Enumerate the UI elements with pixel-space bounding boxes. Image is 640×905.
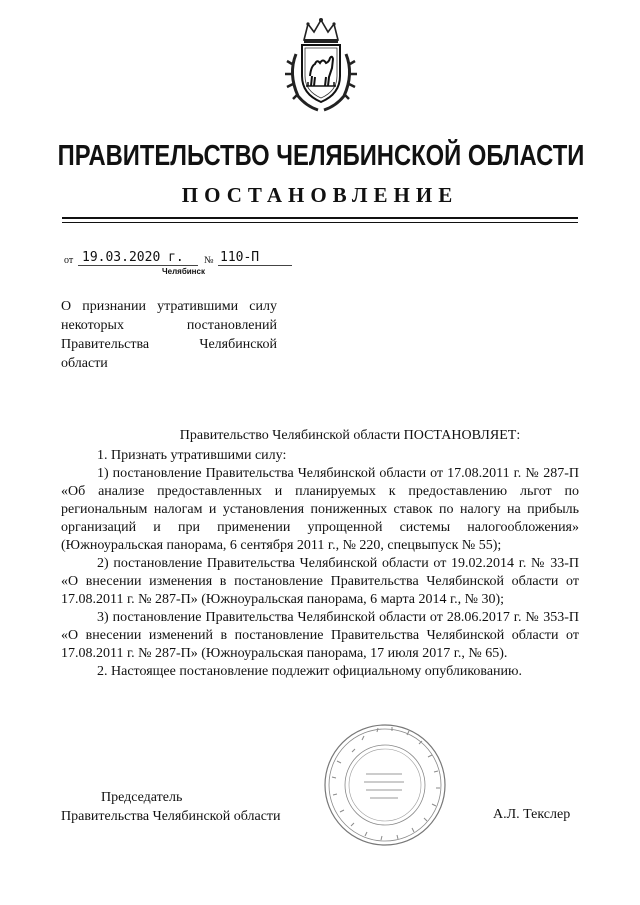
date-prefix: от [64,255,74,266]
government-title: ПРАВИТЕЛЬСТВО ЧЕЛЯБИНСКОЙ ОБЛАСТИ [57,140,585,172]
document-date: 19.03.2020 г. [82,250,184,265]
list-item-3: 3) постановление Правительства Челябинской области от 28.06.2017 г. № 353-П «О внесении изменений в постановление Правительства Челябинской области от 17.08.2011 г. № 287-П» (Южноуральская панорама, 17 июля 2017 г., № 65). [61,610,579,661]
date-number-row [64,248,304,268]
list-item-2: 2) постановление Правительства Челябинской области от 19.02.2014 г. № 33-П «О внесении изменения в постановление Правительства Челябинской области от 17.08.2011 г. № 287-П» (Южноуральская панорама, 6 марта 2014 г., № 30); [61,556,579,607]
body-text [61,427,579,681]
signatory-title-line-2: Правительства Челябинской области [61,809,281,824]
header-rule-thin [62,222,578,223]
document-number: 110-П [220,250,260,265]
city-label: Челябинск [162,267,205,276]
number-underline [218,265,292,266]
signatory-title [61,788,311,826]
signatory-title-line-1: Председатель [101,790,183,805]
list-item-1: 1) постановление Правительства Челябинской области от 17.08.2011 г. № 287-П «Об анализе предоставленных и планируемых к предоставлению льгот по региональным налогам и установления пониженных ставок по налогу на прибыль организаций и при применении упрощенной системы налогообложения» (Южноуральская панорама, 6 сентября 2011 г., № 220, спецвыпуск № 55); [61,466,579,553]
signatory-name: А.Л. Текслер [493,807,571,822]
coat-of-arms-emblem [282,14,360,114]
paragraph-2: 2. Настоящее постановление подлежит официальному опубликованию. [97,664,522,679]
official-seal-stamp [322,722,448,848]
resolution-lead: Правительство Челябинской области ПОСТАНОВЛЯЕТ: [179,428,521,443]
document-type-title: ПОСТАНОВЛЕНИЕ [181,183,459,207]
subject-heading: О признании утратившими силу некоторых постановлений Правительства Челябинской области [61,299,277,371]
date-underline [78,265,198,266]
paragraph-1: 1. Признать утратившими силу: [97,448,287,463]
header-rule-thick [62,217,578,219]
number-prefix: № [204,255,214,266]
